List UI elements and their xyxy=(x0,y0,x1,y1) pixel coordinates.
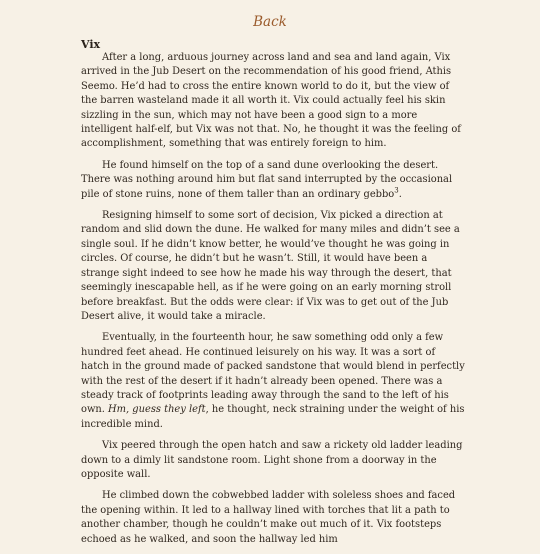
paragraph-4 xyxy=(81,331,466,432)
paragraph-2-text: He found himself on the top of a sand dune overlooking the desert. There was nothing around him but flat sand interrupted by the occasional pile of stone ruins, none of them taller than an ordinary gebbo xyxy=(81,159,453,200)
paragraph-5: Vix peered through the open hatch and saw a rickety old ladder leading down to a dimly lit sandstone room. Light shone from a doorway in the opposite wall. xyxy=(81,440,463,480)
back-link[interactable]: Back xyxy=(253,14,287,30)
paragraph-6: He climbed down the cobwebbed ladder with soleless shoes and faced the opening within. It led to a hallway lined with torches that lit a path to another chamber, though he couldn’t make out much of it. Vix footsteps echoed as he walked, and soon the hallway led him xyxy=(81,490,456,545)
paragraph-1: After a long, arduous journey across land and sea and land again, Vix arrived in the Jub Desert on the recommendation of his good friend, Athis Seemo. He’d had to cross the entire known world to do it, but the view of the barren wasteland made it all worth it. Vix could actually feel his skin sizzling in the sun, which may not have been a good sign to a more intelligent half-elf, but Vix was not that. No, he thought it was the feeling of accomplishment, something that was entirely foreign to him. xyxy=(81,52,461,150)
story-body xyxy=(81,51,466,554)
paragraph-4-italic: Hm, guess they left xyxy=(108,404,206,416)
paragraph-2 xyxy=(81,159,466,202)
footnote-marker[interactable]: 3 xyxy=(394,186,399,195)
paragraph-4-text: Eventually, in the fourteenth hour, he saw something odd only a few hundred feet ahead. He continued leisurely on his way. It was a sort of hatch in the ground made of packed sandstone that would blend in perfectly with the rest of the desert if it hadn’t already been opened. There was a steady track of footprints leading away through the sand to the left of his own. xyxy=(81,332,465,416)
paragraph-2-end: . xyxy=(398,188,402,200)
paragraph-4-end: , he thought, neck straining under the weight of his incredible mind. xyxy=(81,404,465,430)
paragraph-3: Resigning himself to some sort of decision, Vix picked a direction at random and slid down the dune. He walked for many miles and didn’t see a single soul. If he didn’t know better, he would’ve thought he was going in circles. Of course, he didn’t but he wasn’t. Still, it would have been a strange sight indeed to see how he made his way through the desert, that seemingly inescapable hell, as if he were going on an early morning stroll before breakfast. But the odds were clear: if Vix was to get out of the Jub Desert alive, it would take a miracle. xyxy=(81,210,460,322)
story-title: Vix xyxy=(81,38,101,51)
